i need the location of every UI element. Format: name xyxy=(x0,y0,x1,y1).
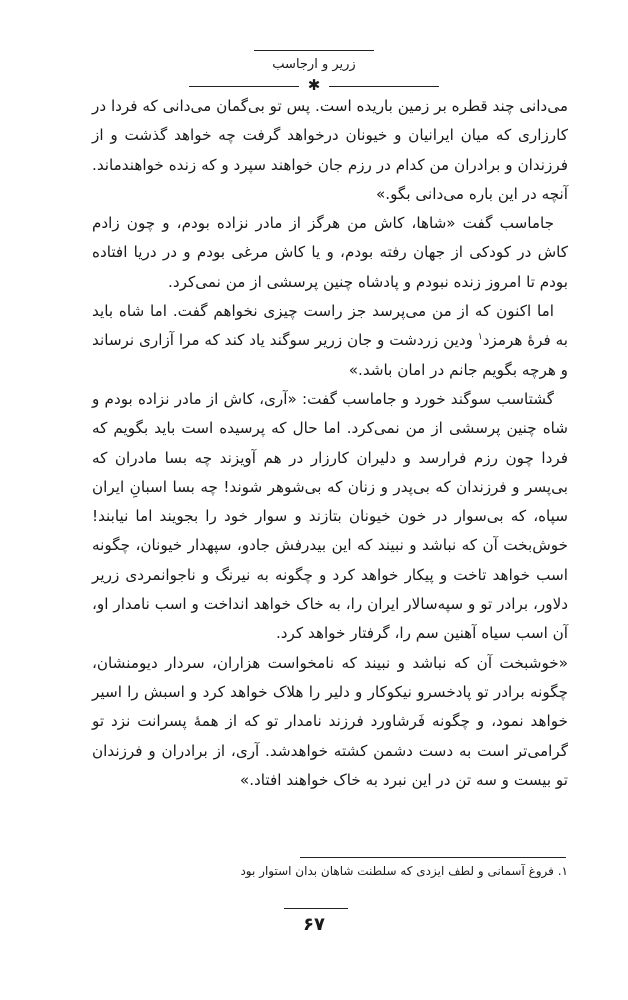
footnote-marker: ۱ xyxy=(477,332,483,343)
paragraph xyxy=(92,297,568,385)
paragraph: گشتاسب سوگند خورد و جاماسب گفت: «آری، کاش از مادر نزاده بودم و شاه چنین پرسشی از من نمی‌کرد. اما حال که پرسیده است باید بگویم که فردا چون رزم فرارسد و دلیران کارزار در هم آویزند چه بسا مادران که بی‌پسر و فرزندان که بی‌پدر و زنان که بی‌شوهر شوند! چه بسا اسبانِ ایران سپاه، که بی‌سوار در خون خیونان بتازند و سوار خود را بجویند اما نیابند! خوش‌بخت آن که نباشد و نبیند که این بیدرفش جادو، سپهدار خیونان، چگونه اسب خواهد تاخت و پیکار خواهد کرد و چگونه به نیرنگ و ناجوانمردی زریر دلاور، برادر تو و سپه‌سالار ایران را، به خاک خواهد انداخت و اسب نامدار او، آن اسب سیاه آهنین سم را، گرفتار خواهد کرد. xyxy=(92,389,568,643)
paragraph-text: اما اکنون که از من می‌پرسد جز راست چیزی نخواهم گفت. اما شاه باید به فرهٔ هرمزد xyxy=(92,302,569,350)
page-number-rule xyxy=(284,908,348,909)
page-number: ۶۷ xyxy=(303,914,325,935)
running-header xyxy=(0,18,628,94)
ornament-left-rule xyxy=(189,86,299,87)
ornament-right-rule xyxy=(329,86,439,87)
footnote: ۱. فروغ آسمانی و لطف ایزدی که سلطنت شاهان بدان استوار بود xyxy=(240,864,568,878)
paragraph: جاماسب گفت «شاها، کاش من هرگز از مادر نزاده بودم، و چون زادم کاش در کودکی از جهان رفته بودم، و یا کاش مرغی بودم و در دریا افتاده بودم تا امروز زنده نبودم و پادشاه چنین پرسشی از من نمی‌کرد. xyxy=(92,214,568,291)
running-title: زریر و ارجاسب xyxy=(272,57,356,72)
paragraph-text: ودین زردشت و جان زریر سوگند یاد کند که مرا آزاری نرساند و هرچه بگویم جانم در امان باشد.» xyxy=(92,331,568,379)
asterisk-ornament-icon: ✱ xyxy=(307,76,321,94)
paragraph: می‌دانی چند قطره بر زمین باریده است. پس تو بی‌گمان می‌دانی که فردا در کارزاری که میان ایرانیان و خیونان درخواهد گرفت چه خواهد گذشت و از فرزندان و برادران من کدام در رزم جان خواهند سپرد و که زنده خواهندماند. آنچه در این باره می‌دانی بگو.» xyxy=(92,97,568,203)
footnote-rule xyxy=(300,857,566,858)
header-top-rule xyxy=(254,50,374,51)
main-text xyxy=(92,92,568,795)
paragraph: «خوشبخت آن که نباشد و نبیند که نامخواست هزاران، سردار دیومنشان، چگونه برادر تو پادخسرو نیکوکار و دلیر را هلاک خواهد کرد و اسبش را اسیر خواهد نمود، و چگونه فَرشاورد فرزند نامدار تو که از همهٔ پسرانت نزد تو گرامی‌تر است به دست دشمن کشته خواهدشد. آری، از برادران و فرزندان تو بیست و سه تن در این نبرد به خاک خواهند افتاد.» xyxy=(92,653,568,789)
